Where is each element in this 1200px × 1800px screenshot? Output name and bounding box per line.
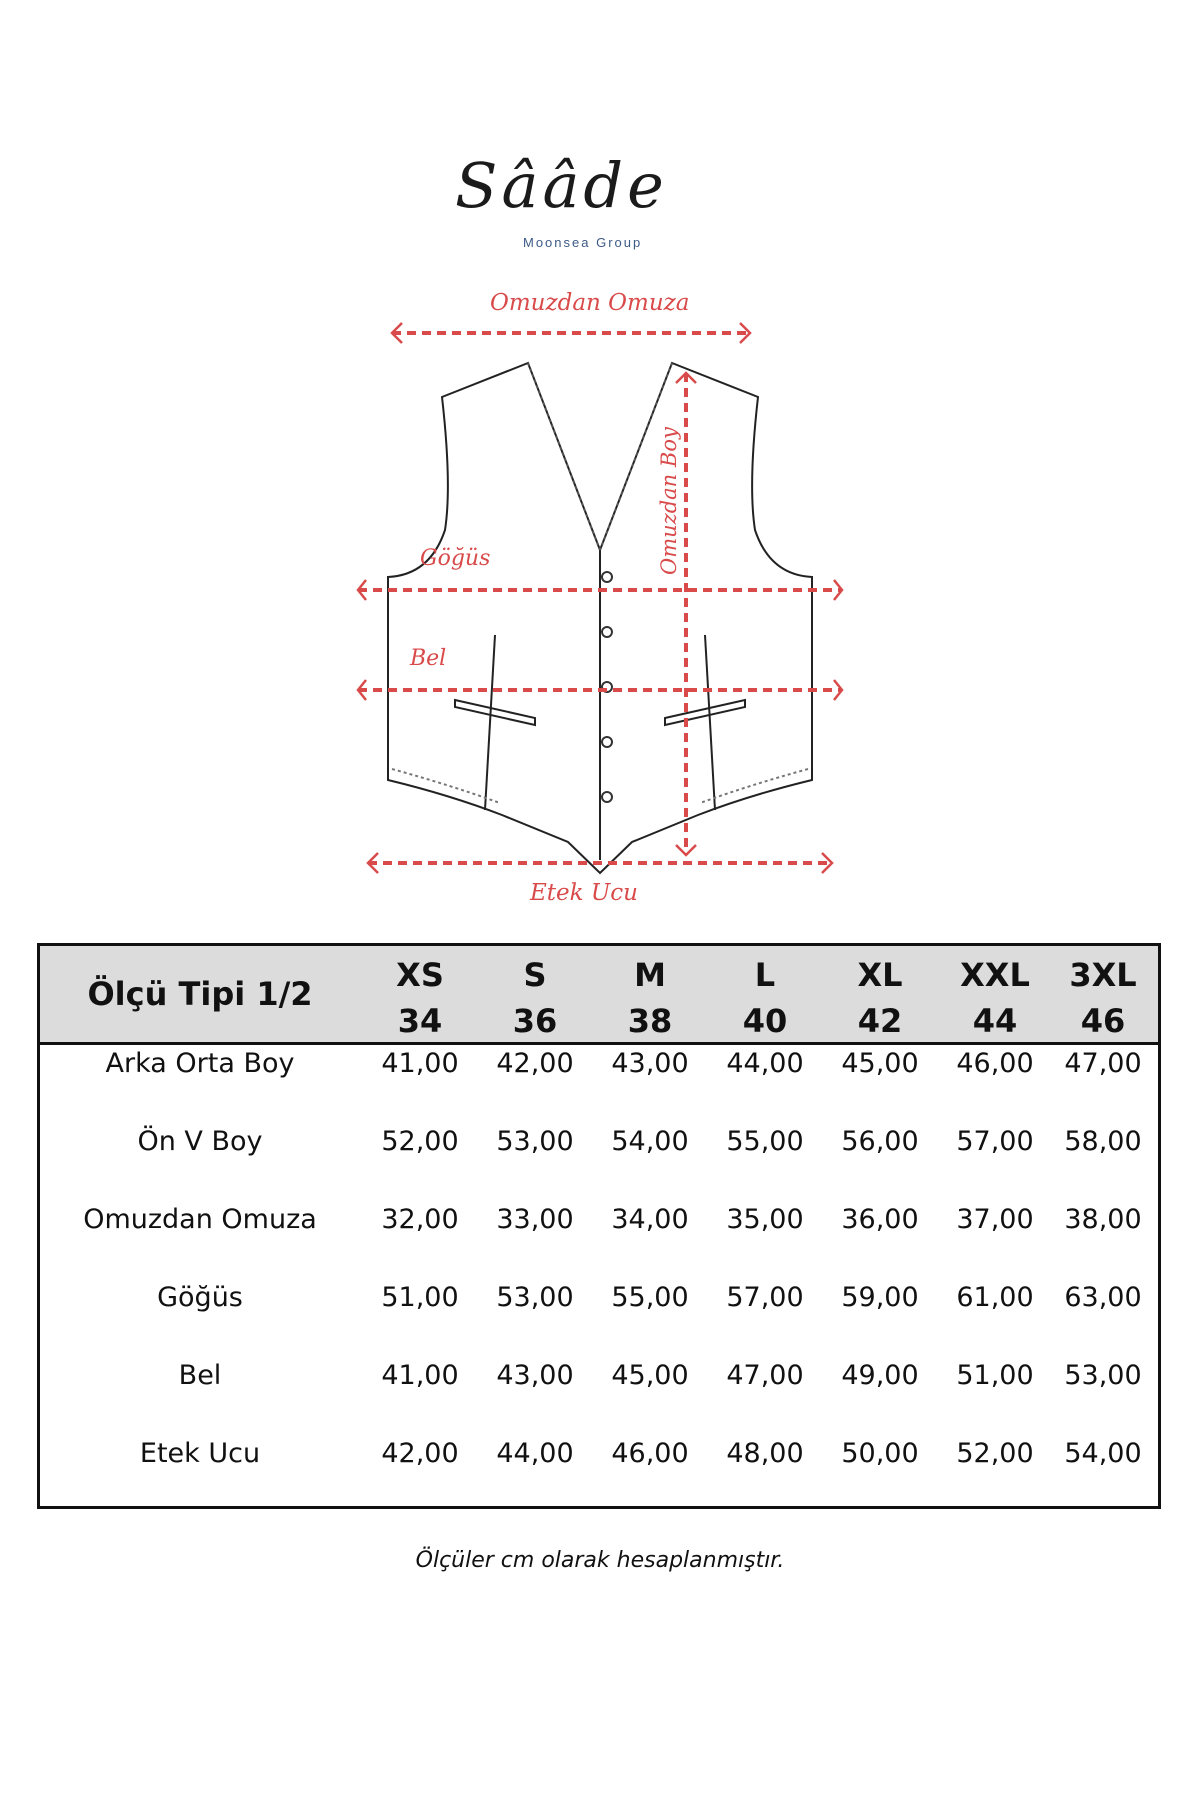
size-chart-table: [37, 943, 1161, 1509]
table-row: [40, 1438, 1158, 1498]
table-row: [40, 1204, 1158, 1264]
table-cell: 33,00: [496, 1204, 574, 1235]
table-cell: 51,00: [956, 1360, 1034, 1391]
size-code: M: [634, 956, 666, 994]
table-cell: 41,00: [381, 1360, 459, 1391]
table-cell: 52,00: [956, 1438, 1034, 1469]
table-row: [40, 1126, 1158, 1186]
table-cell: 59,00: [841, 1282, 919, 1313]
table-cell: 43,00: [496, 1360, 574, 1391]
label-shoulder: Omuzdan Omuza: [490, 290, 690, 316]
size-header-xl: [825, 952, 935, 1042]
label-length: Omuzdan Boy: [657, 427, 681, 575]
size-code: XL: [857, 956, 903, 994]
table-cell: 44,00: [726, 1048, 804, 1079]
table-row: [40, 1360, 1158, 1420]
table-cell: 49,00: [841, 1360, 919, 1391]
table-cell: 58,00: [1064, 1126, 1142, 1157]
table-cell: 32,00: [381, 1204, 459, 1235]
row-label: Bel: [178, 1360, 222, 1391]
size-number: 44: [972, 1002, 1018, 1040]
vest-outline: [388, 363, 812, 873]
size-header-xxl: [940, 952, 1050, 1042]
size-number: 46: [1080, 1002, 1126, 1040]
table-cell: 53,00: [496, 1282, 574, 1313]
table-cell: 56,00: [841, 1126, 919, 1157]
size-header-xs: [365, 952, 475, 1042]
row-label: Omuzdan Omuza: [83, 1204, 317, 1235]
table-cell: 41,00: [381, 1048, 459, 1079]
table-cell: 43,00: [611, 1048, 689, 1079]
vest-measurement-diagram: [350, 285, 850, 905]
table-cell: 51,00: [381, 1282, 459, 1313]
table-cell: 45,00: [611, 1360, 689, 1391]
table-cell: 57,00: [726, 1282, 804, 1313]
table-cell: 53,00: [1064, 1360, 1142, 1391]
table-row: [40, 1282, 1158, 1342]
table-cell: 42,00: [496, 1048, 574, 1079]
table-cell: 54,00: [1064, 1438, 1142, 1469]
size-header-l: [710, 952, 820, 1042]
vest-buttons: [602, 572, 612, 802]
size-header-s: [480, 952, 590, 1042]
brand-logo: [455, 149, 755, 255]
size-code: XS: [396, 956, 444, 994]
table-cell: 38,00: [1064, 1204, 1142, 1235]
row-label: Göğüs: [157, 1282, 243, 1313]
size-header-m: [595, 952, 705, 1042]
table-cell: 52,00: [381, 1126, 459, 1157]
row-label: Arka Orta Boy: [105, 1048, 295, 1079]
table-cell: 54,00: [611, 1126, 689, 1157]
table-cell: 48,00: [726, 1438, 804, 1469]
table-header: [40, 946, 1158, 1045]
size-code: 3XL: [1069, 956, 1137, 994]
table-cell: 34,00: [611, 1204, 689, 1235]
brand-subtitle: Moonsea Group: [523, 235, 643, 250]
table-cell: 47,00: [726, 1360, 804, 1391]
table-cell: 63,00: [1064, 1282, 1142, 1313]
size-number: 40: [742, 1002, 788, 1040]
table-cell: 44,00: [496, 1438, 574, 1469]
table-cell: 37,00: [956, 1204, 1034, 1235]
table-cell: 46,00: [611, 1438, 689, 1469]
size-number: 36: [512, 1002, 558, 1040]
table-cell: 45,00: [841, 1048, 919, 1079]
row-label: Etek Ucu: [139, 1438, 261, 1469]
size-number: 34: [397, 1002, 443, 1040]
label-chest: Göğüs: [420, 546, 491, 571]
table-cell: 36,00: [841, 1204, 919, 1235]
vest-diagram-svg: [350, 285, 850, 905]
size-code: S: [523, 956, 547, 994]
table-cell: 42,00: [381, 1438, 459, 1469]
size-code: L: [754, 956, 776, 994]
footnote: Ölçüler cm olarak hesaplanmıştır.: [415, 1548, 785, 1573]
row-label: Ön V Boy: [137, 1126, 263, 1157]
table-cell: 55,00: [726, 1126, 804, 1157]
table-cell: 61,00: [956, 1282, 1034, 1313]
table-cell: 57,00: [956, 1126, 1034, 1157]
size-code: XXL: [960, 956, 1030, 994]
size-header-3xl: [1048, 952, 1158, 1042]
table-cell: 47,00: [1064, 1048, 1142, 1079]
brand-name: Sââde: [455, 149, 668, 222]
size-number: 38: [627, 1002, 673, 1040]
label-waist: Bel: [410, 646, 447, 671]
table-cell: 35,00: [726, 1204, 804, 1235]
table-cell: 53,00: [496, 1126, 574, 1157]
table-cell: 46,00: [956, 1048, 1034, 1079]
table-title: Ölçü Tipi 1/2: [87, 975, 313, 1013]
table-cell: 50,00: [841, 1438, 919, 1469]
size-number: 42: [857, 1002, 903, 1040]
table-cell: 55,00: [611, 1282, 689, 1313]
table-row: [40, 1048, 1158, 1108]
label-hem: Etek Ucu: [530, 880, 638, 905]
